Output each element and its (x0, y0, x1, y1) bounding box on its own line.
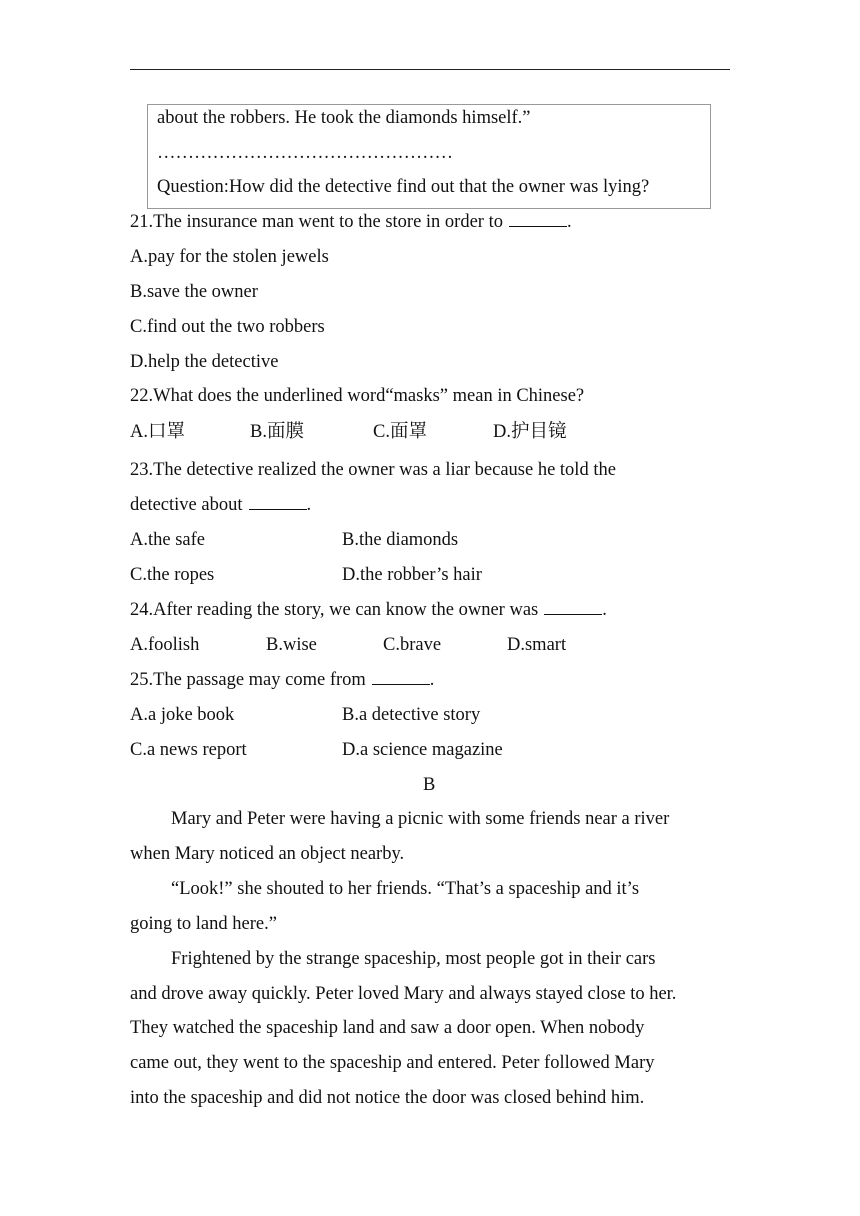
question-23-option-c: C.the ropes (130, 565, 215, 585)
question-23-text: detective about (130, 495, 243, 515)
question-22-stem: 22.What does the underlined word“masks” mean in Chinese? (130, 386, 585, 406)
answer-blank (509, 212, 567, 227)
stem-end: . (566, 212, 572, 232)
question-23-option-b: B.the diamonds (342, 530, 459, 550)
question-21-stem (130, 211, 572, 233)
question-25-stem (130, 669, 434, 691)
question-23-stem-line2 (130, 494, 311, 516)
paragraph-line: into the spaceship and did not notice the door was closed behind him. (130, 1088, 645, 1108)
question-22-option-a: A.口罩 (130, 422, 185, 442)
question-23-option-a: A.the safe (130, 530, 205, 550)
question-24-option-d: D.smart (507, 635, 567, 655)
paragraph-line: came out, they went to the spaceship and entered. Peter followed Mary (130, 1053, 655, 1073)
paragraph-line: They watched the spaceship land and saw a door open. When nobody (130, 1018, 645, 1038)
answer-blank (372, 670, 430, 685)
question-25-option-d: D.a science magazine (342, 740, 503, 760)
question-23-stem-line1: 23.The detective realized the owner was a liar because he told the (130, 460, 616, 480)
question-21-option-d: D.help the detective (130, 352, 279, 372)
question-25-option-a: A.a joke book (130, 705, 235, 725)
question-24-text: 24.After reading the story, we can know the owner was (130, 600, 539, 620)
question-21-option-a: A.pay for the stolen jewels (130, 247, 329, 267)
question-24-option-c: C.brave (383, 635, 442, 655)
question-21-text: 21.The insurance man went to the store in order to (130, 212, 503, 232)
question-24-option-a: A.foolish (130, 635, 200, 655)
question-25-text: 25.The passage may come from (130, 670, 366, 690)
paragraph-line: when Mary noticed an object nearby. (130, 844, 405, 864)
question-22-option-c: C.面罩 (373, 422, 427, 442)
paragraph-line: Frightened by the strange spaceship, most people got in their cars (171, 949, 656, 969)
section-heading: B (423, 775, 436, 795)
question-25-option-b: B.a detective story (342, 705, 481, 725)
question-22-option-b: B.面膜 (250, 422, 304, 442)
paragraph-line: and drove away quickly. Peter loved Mary and always stayed close to her. (130, 984, 677, 1004)
stem-end: . (429, 670, 435, 690)
question-24-stem (130, 599, 607, 621)
passage-ellipsis: ………………………………………… (157, 143, 453, 163)
passage-question: Question:How did the detective find out that the owner was lying? (157, 177, 650, 197)
paragraph-line: Mary and Peter were having a picnic with some friends near a river (171, 809, 670, 829)
answer-blank (544, 600, 602, 615)
answer-blank (249, 495, 307, 510)
paragraph-line: “Look!” she shouted to her friends. “That’s a spaceship and it’s (171, 879, 640, 899)
question-25-option-c: C.a news report (130, 740, 247, 760)
question-22-option-d: D.护目镜 (493, 422, 567, 442)
question-21-option-b: B.save the owner (130, 282, 258, 302)
question-24-option-b: B.wise (266, 635, 317, 655)
stem-end: . (602, 600, 607, 620)
question-23-option-d: D.the robber’s hair (342, 565, 482, 585)
header-rule (130, 69, 730, 70)
stem-end: . (306, 495, 312, 515)
passage-line: about the robbers. He took the diamonds himself.” (157, 108, 531, 128)
passage-excerpt-box (147, 104, 711, 209)
paragraph-line: going to land here.” (130, 914, 277, 934)
question-21-option-c: C.find out the two robbers (130, 317, 325, 337)
